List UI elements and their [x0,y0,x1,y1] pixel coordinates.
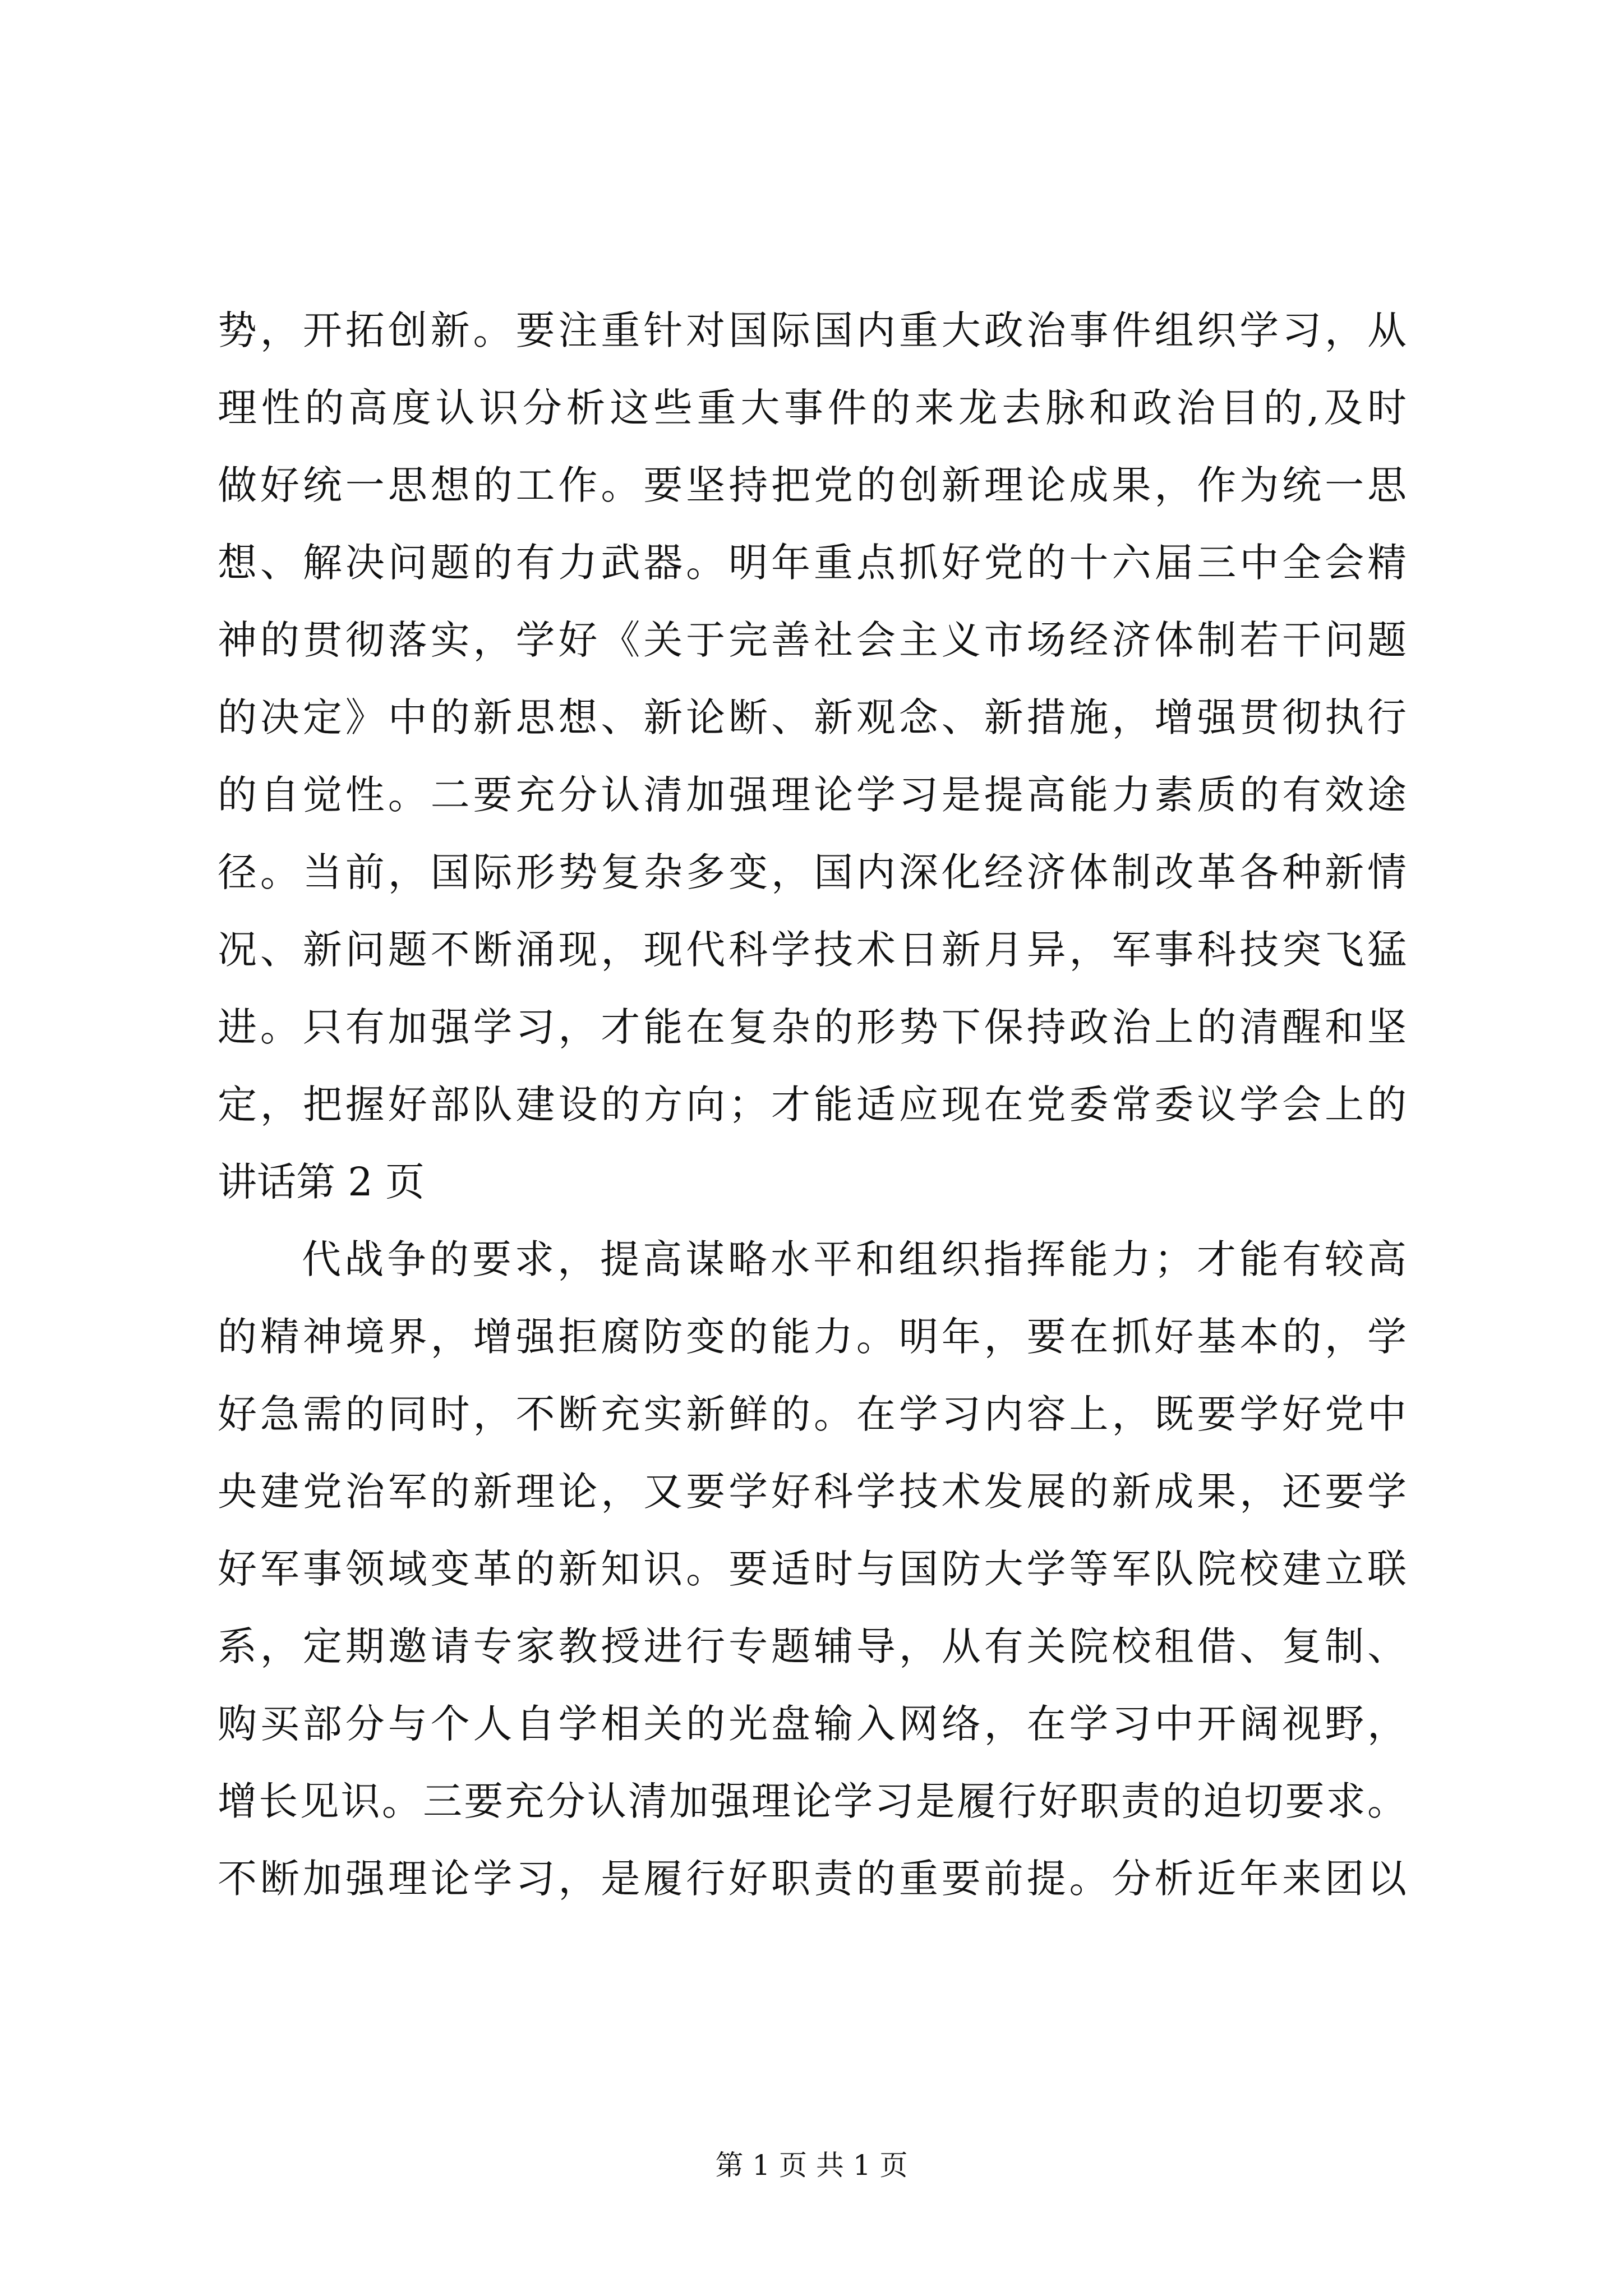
text-line: 不断加强理论学习，是履行好职责的重要前提。分析近年来团以 [218,1856,1407,1902]
paragraph-first-line: 代战争的要求，提高谋略水平和组织指挥能力；才能有较高 [302,1236,1407,1282]
body-text [218,292,1407,1917]
text-line: 购买部分与个人自学相关的光盘输入网络，在学习中开阔视野， [218,1701,1407,1747]
text-line: 系，定期邀请专家教授进行专题辅导，从有关院校租借、复制、 [218,1623,1407,1669]
text-line: 增长见识。三要充分认清加强理论学习是履行好职责的迫切要求。 [218,1778,1407,1824]
text-line: 的自觉性。二要充分认清加强理论学习是提高能力素质的有效途 [218,772,1407,818]
text-line: 做好统一思想的工作。要坚持把党的创新理论成果，作为统一思 [218,462,1407,508]
page-footer: 第 1 页 共 1 页 [715,2149,908,2182]
text-line: 况、新问题不断涌现，现代科学技术日新月异，军事科技突飞猛 [218,927,1407,973]
text-line: 神的贯彻落实，学好《关于完善社会主义市场经济体制若干问题 [218,617,1407,663]
text-line: 想、解决问题的有力武器。明年重点抓好党的十六届三中全会精 [218,540,1407,586]
text-line: 的精神境界，增强拒腐防变的能力。明年，要在抓好基本的，学 [218,1314,1407,1360]
text-line: 理性的高度认识分析这些重大事件的来龙去脉和政治目的,及时 [218,385,1407,431]
text-line: 好急需的同时，不断充实新鲜的。在学习内容上，既要学好党中 [218,1391,1407,1437]
text-line: 好军事领域变革的新知识。要适时与国防大学等军队院校建立联 [218,1546,1407,1592]
text-line: 央建党治军的新理论，又要学好科学技术发展的新成果，还要学 [218,1469,1407,1515]
text-line: 势，开拓创新。要注重针对国际国内重大政治事件组织学习，从 [218,307,1407,353]
text-line: 进。只有加强学习，才能在复杂的形势下保持政治上的清醒和坚 [218,1004,1407,1050]
text-line: 讲话第 2 页 [218,1159,425,1205]
text-line: 的决定》中的新思想、新论断、新观念、新措施，增强贯彻执行 [218,694,1407,740]
text-line: 径。当前，国际形势复杂多变，国内深化经济体制改革各种新情 [218,849,1407,895]
text-line: 定，把握好部队建设的方向；才能适应现在党委常委议学会上的 [218,1082,1407,1128]
